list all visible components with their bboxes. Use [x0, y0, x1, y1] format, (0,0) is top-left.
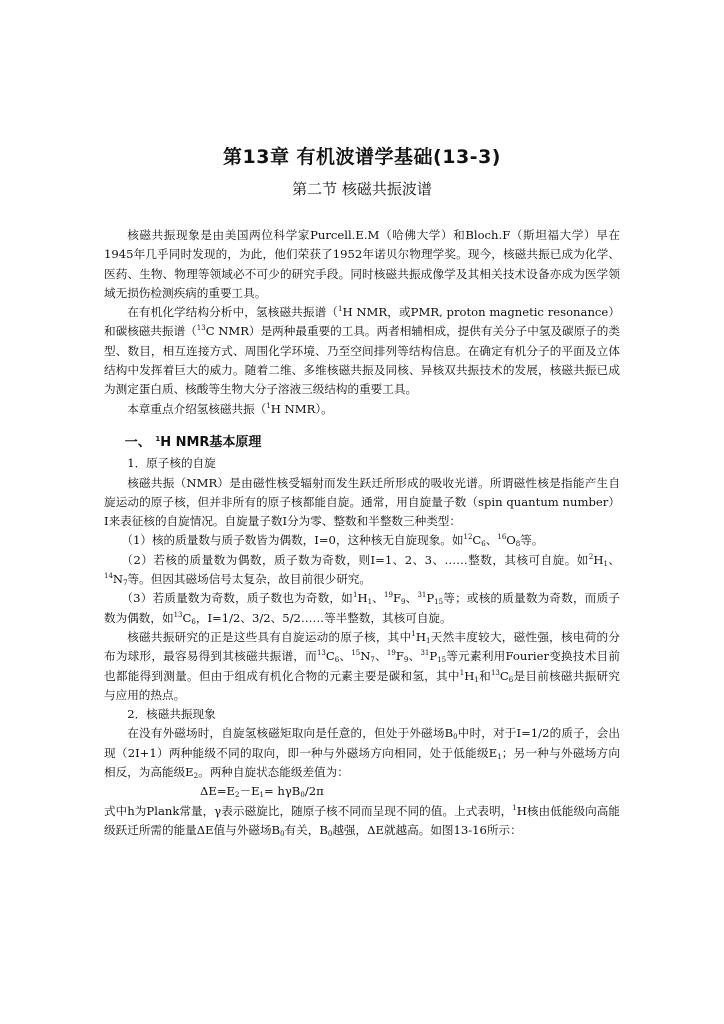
paragraph-field: 在没有外磁场时，自旋氢核磁矩取向是任意的，但处于外磁场$B_0$中时，对于I=1/2的质子，会出现（2I+1）两种能级不同的取向，即一种与外磁场方向相同，处于低能级$E_1$；另一种与外磁场方向相反，为高能级$E_2$。两种自旋状态能级差值为： [104, 726, 620, 781]
chapter-title: 第13章 有机波谱学基础(13-3) [223, 146, 501, 168]
paragraph-research: 核磁共振研究的正是这些具有自旋运动的原子核，其中$^1H_1$天然丰度较大，磁性强，核电荷的分布为球形，最容易得到其核磁共振谱，而$^{13}C_6$、$^{15}N_7$、$^{19}F_9$、$^{31}P_{15}$等元素利用Fourier变换技术目前也都能得到测量。但由于组成有机化合物的元素主要是碳和氢，其中$^1H_1$和$^{13}C_6$是目前核磁共振研究与应用的热点。 [104, 629, 620, 702]
heading-principles: 一、 $^1$H NMR基本原理 [124, 434, 262, 450]
energy-formula: $\Delta E=E_2-E_1= h\gamma B_0/2\pi$ [200, 784, 324, 800]
paragraph-nmr-definition: 核磁共振（NMR）是由磁性核受辐射而发生跃迁所形成的吸收光谱。所谓磁性核是指能产生自旋运动的原子核，但并非所有的原子核都能自旋。通常，用自旋量子数（spin quantum number）I来表征核的自旋情况。自旋量子数I分为零、整数和半整数三种类型： [104, 475, 620, 529]
subheading-spin: 1．原子核的自旋 [127, 456, 216, 471]
section-title: 第二节 核磁共振波谱 [292, 180, 432, 198]
paragraph-focus: 本章重点介绍氢核磁共振（$^1$H NMR）。 [127, 401, 333, 416]
paragraph-tools: 在有机化学结构分析中，氢核磁共振谱（$^1$H NMR，或PMR, proton magnetic resonance）和碳核磁共振谱（$^{13}$C NMR）是两种最重要的工具。两者相辅相成，提供有关分子中氢及碳原子的类型、数目，相互连接方式、周围化学环境、乃至空间排列等结构信息。在确定有机分子的平面及立体结构中发挥着巨大的威力。随着二维、多维核磁共振及同核、异核双共振技术的发展，核磁共振已成为测定蛋白质、核酸等生物大分子溶液三级结构的重要工具。 [104, 305, 620, 397]
list-item-2: （2）若核的质量数为偶数，质子数为奇数，则I=1、2、3、……整数，其核可自旋。如$^2H_1$、$^{14}N_7$等。但因其磁场信号太复杂，故目前很少研究。 [104, 552, 620, 588]
paragraph-explanation: 式中h为Plank常量，γ表示磁旋比，随原子核不同而呈现不同的值。上式表明，$^1$H核由低能级向高能级跃迁所需的能量ΔE值与外磁场$B_0$有关，$B_0$越强，ΔE就越高。如图13-16所示： [104, 803, 620, 838]
document-body [104, 226, 620, 840]
list-item-1: （1）核的质量数与质子数皆为偶数，I=0，这种核无自旋现象。如$^{12}C_6$、$^{16}O_8$等。 [121, 533, 544, 549]
list-item-3: （3）若质量数为奇数，质子数也为奇数，如$^1H_1$、$^{19}F_9$、$^{31}P_{15}$等；或核的质量数为奇数，而质子数为偶数，如$^{13}C_6$，I=1/2、3/2、5/2……等半整数，其核可自旋。 [104, 591, 620, 626]
subheading-resonance: 2．核磁共振现象 [127, 707, 216, 722]
paragraph-intro: 核磁共振现象是由美国两位科学家Purcell.E.M（哈佛大学）和Bloch.F（斯坦福大学）早在1945年几乎同时发现的，为此，他们荣获了1952年诺贝尔物理学奖。现今，核磁共振已成为化学、医药、生物、物理等领域必不可少的研究手段。同时核磁共振成像学及其相关技术设备亦成为医学领域无损伤检测疾病的重要工具。 [104, 228, 620, 300]
